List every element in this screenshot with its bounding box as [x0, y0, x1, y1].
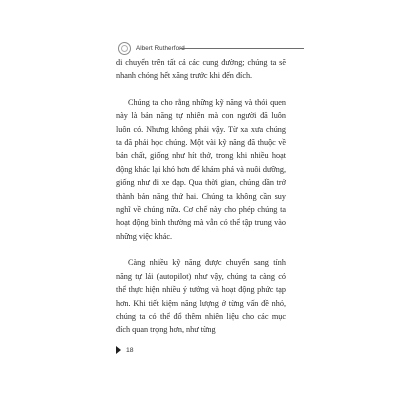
page-number: 18 [126, 346, 134, 354]
header-divider [180, 48, 304, 49]
author-name: Albert Rutherford [136, 44, 185, 52]
running-header [118, 40, 185, 56]
paragraph: Chúng ta cho rằng những kỹ năng và thói quen này là bản năng tự nhiên mà con người đã luôn luôn có. Nhưng không phải vậy. Từ xa xưa chúng ta đã phải học chúng. Một vài kỹ năng đã thuộc về bản chất, giống như hít thở, trong khi nhiều hoạt động khác lại khó hơn để khám phá và nuôi dưỡng, giống như đi xe đạp. Qua thời gian, chúng dần trở thành bản năng thứ hai. Chúng ta không cần suy nghĩ về chúng nữa. Cơ chế này cho phép chúng ta hoạt động bình thường mà vẫn có thể tập trung vào những việc khác. [116, 97, 286, 241]
paragraph-continuation: di chuyển trên tất cả các cung đường; chúng ta sẽ nhanh chóng hết xăng trước khi đến đích. [116, 58, 286, 81]
page-footer [116, 346, 134, 354]
seal-inner-ring [121, 45, 128, 52]
triangle-right-icon [116, 346, 121, 354]
circular-seal-icon [118, 42, 131, 55]
paragraph: Càng nhiều kỹ năng được chuyển sang tính năng tự lái (autopilot) như vậy, chúng ta càng có thể thực hiện nhiều ý tưởng và hoạt động phức tạp hơn. Khi tiết kiệm năng lượng ở từng vấn đề nhỏ, chúng ta có thể đổ thêm nhiên liệu cho các mục đích quan trọng hơn, như từng [116, 258, 286, 335]
body-text [116, 56, 286, 337]
